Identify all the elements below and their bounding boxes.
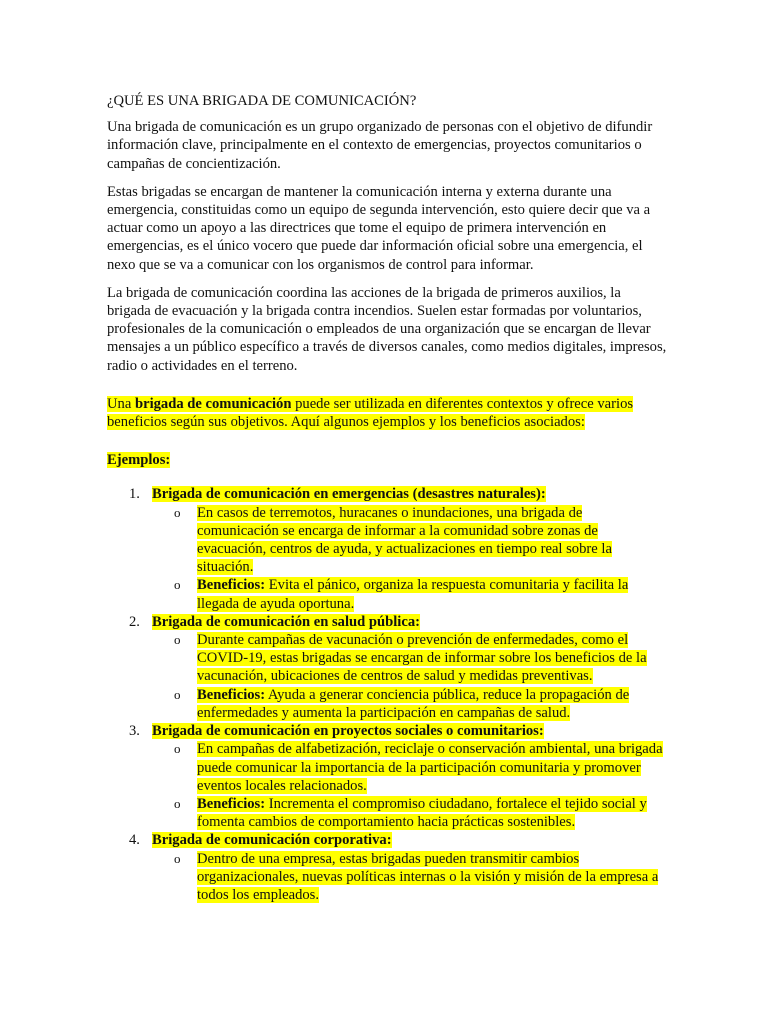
- spacer: [107, 385, 667, 395]
- sub-item-description: [107, 631, 667, 686]
- spacer: [107, 441, 667, 451]
- intro-pre: Una: [107, 395, 135, 412]
- sub-item-benefits: [107, 576, 667, 612]
- list-item-proyectos-sociales: [107, 722, 667, 740]
- benefit-label: Beneficios:: [197, 795, 266, 812]
- benefit-label: Beneficios:: [197, 686, 266, 703]
- benefit-label: Beneficios:: [197, 577, 266, 594]
- examples-label: Ejemplos:: [107, 452, 171, 469]
- bullet-icon: o: [174, 850, 181, 866]
- document-body: [107, 92, 667, 904]
- sub-item-description: [107, 850, 667, 905]
- list-item-emergencias: [107, 485, 667, 503]
- sub-item-text: En campañas de alfabetización, reciclaje o conservación ambiental, una brigada puede comunicar la importancia de la participación comunitaria y promover eventos locales relacionados.: [197, 741, 663, 794]
- item-title: Brigada de comunicación en proyectos sociales o comunitarios:: [152, 723, 544, 740]
- intro-post: puede ser utilizada en diferentes contextos y ofrece varios beneficios según sus objetivos. Aquí algunos ejemplos y los beneficios asociados:: [107, 395, 634, 431]
- sub-item-text: En casos de terremotos, huracanes o inundaciones, una brigada de comunicación se encarga de informar a la comunidad sobre zonas de evacuación, centros de ayuda, y actualizaciones en tiempo real sobre la situación.: [197, 504, 612, 576]
- list-item-corporativa: [107, 831, 667, 849]
- intro-paragraph: [107, 395, 667, 431]
- benefit-text: Incrementa el compromiso ciudadano, fortalece el tejido social y fomenta cambios de comportamiento hacia prácticas sostenibles.: [197, 795, 647, 831]
- paragraph-coordination: La brigada de comunicación coordina las acciones de la brigada de primeros auxilios, la brigada de evacuación y la brigada contra incendios. Suelen estar formadas por voluntarios, profesionales de la comunicación o empleados de una organización que se encargan de llevar mensajes a un público específico a través de diversos canales, como medios digitales, impresos, radio o actividades en el terreno.: [107, 284, 667, 374]
- bullet-icon: o: [174, 632, 181, 648]
- item-number: 3.: [129, 723, 140, 740]
- benefit-text: Ayuda a generar conciencia pública, reduce la propagación de enfermedades y aumenta la participación en campañas de salud.: [197, 686, 630, 721]
- bullet-icon: o: [174, 741, 181, 757]
- paragraph-definition: Una brigada de comunicación es un grupo organizado de personas con el objetivo de difundir información clave, principalmente en el contexto de emergencias, proyectos comunitarios o campañas de concientización.: [107, 119, 653, 172]
- intro-bold: brigada de comunicación: [134, 395, 292, 412]
- item-title: Brigada de comunicación en emergencias (desastres naturales):: [152, 486, 546, 503]
- item-number: 4.: [129, 832, 140, 849]
- item-title: Brigada de comunicación corporativa:: [152, 832, 392, 849]
- sub-item-text: Dentro de una empresa, estas brigadas pueden transmitir cambios organizacionales, nuevas políticas internas o la visión y misión de la empresa a todos los empleados.: [197, 850, 659, 903]
- sub-item-description: [107, 504, 667, 577]
- sub-item-text: Durante campañas de vacunación o prevención de enfermedades, como el COVID-19, estas brigadas se encargan de informar sobre los beneficios de la vacunación, ubicaciones de centros de salud y medidas preventivas.: [197, 632, 647, 685]
- item-title: Brigada de comunicación en salud pública:: [152, 613, 420, 630]
- bullet-icon: o: [174, 686, 181, 702]
- sub-item-description: [107, 740, 667, 795]
- bullet-icon: o: [174, 504, 181, 520]
- sub-item-benefits: [107, 686, 667, 722]
- item-number: 2.: [129, 613, 140, 630]
- benefit-text: Evita el pánico, organiza la respuesta comunitaria y facilita la llegada de ayuda oportuna.: [197, 577, 629, 612]
- bullet-icon: o: [174, 577, 181, 593]
- list-item-salud-publica: [107, 613, 667, 631]
- document-title: ¿QUÉ ES UNA BRIGADA DE COMUNICACIÓN?: [107, 93, 417, 109]
- item-number: 1.: [129, 486, 140, 503]
- paragraph-functions: Estas brigadas se encargan de mantener la comunicación interna y externa durante una emergencia, constituidas como un equipo de segunda intervención, esto quiere decir que va a actuar como un apoyo a las directrices que tome el equipo de primera intervención en emergencias, es el único vocero que puede dar información oficial sobre una emergencia, el nexo que se va a comunicar con los organismos de control para informar.: [107, 183, 651, 273]
- sub-item-benefits: [107, 795, 667, 831]
- bullet-icon: o: [174, 795, 181, 811]
